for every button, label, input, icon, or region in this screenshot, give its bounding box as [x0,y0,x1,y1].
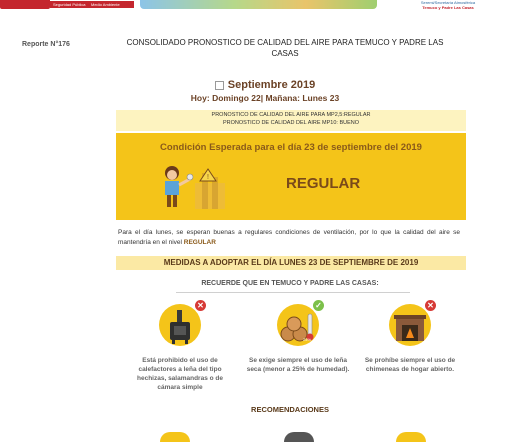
forecast-mp25: PRONOSTICO DE CALIDAD DEL AIRE PARA MP2,5:REGULAR [211,112,371,118]
gov-logo [0,0,50,9]
recommendation-icon [284,432,314,442]
report-number: Reporte N°176 [22,41,70,48]
report-title: CONSOLIDADO PRONOSTICO DE CALIDAD DEL AIRE PARA TEMUCO Y PADRE LAS CASAS [126,38,444,58]
recommendation-icon [160,432,190,442]
condition-title: Condición Esperada para el día 23 de septiembre del 2019 [160,142,422,153]
rule-caption-fireplace: Se prohíbe siempre el uso de chimeneas de hogar abierto. [364,357,456,373]
tomorrow-value: Lunes 23 [302,93,340,103]
child-illustration [150,163,228,213]
date-line [160,93,370,103]
stove-icon [166,310,194,344]
forecast-mp10: PRONOSTICO DE CALIDAD DEL AIRE MP10: BUENO [222,120,360,126]
forecast-paragraph [118,228,460,248]
fireplace-icon [394,311,426,343]
ministry-line-1: Seremi/Secretaría Atmosférica [420,0,476,5]
month-label: Septiembre 2019 [227,79,316,91]
rule-caption-wood: Se exige siempre el uso de leña seca (menor a 25% de humedad). [246,357,350,373]
allowed-icon: ✓ [313,300,324,311]
date-separator: | [260,93,266,103]
rule-dry-wood [268,300,328,348]
rule-caption-stove: Está prohibido el uso de calefactores a leña del tipo hechizas, salamandras o de cámara simple [137,357,223,391]
gov-label-security: Seguridad Pública [50,1,92,8]
section-divider [176,292,410,293]
paragraph-text: Para el día lunes, se esperan buenas a regulares condiciones de ventilación, por lo que la calidad del aire se mantendría en el nivel [118,229,460,246]
condition-panel [116,133,466,220]
prohibited-icon: ✕ [425,300,436,311]
today-value: Domingo 22 [212,93,261,103]
gov-label-environment: Medio Ambiente [88,1,134,8]
condition-value: REGULAR [286,175,361,192]
recommendation-icon [396,432,426,442]
measures-title: MEDIDAS A ADOPTAR EL DÍA LUNES 23 DE SEPTIEMBRE DE 2019 [116,256,466,270]
paragraph-level: REGULAR [183,239,216,246]
rule-fireplace [380,300,440,348]
prohibited-icon: ✕ [195,300,206,311]
forecast-box [116,110,466,131]
header-banner [140,0,377,9]
remember-title: RECUERDE QUE EN TEMUCO Y PADRE LAS CASAS: [201,280,379,287]
rule-stove [150,300,210,348]
month-heading [160,79,370,91]
ministry-line-2: Temuco y Padre Las Casas [422,5,474,10]
firewood-icon [278,312,318,342]
today-label: Hoy: [190,93,210,103]
moisture-label: 25% [303,337,312,342]
tomorrow-label: Mañana: [265,93,300,103]
ministry-logo [418,0,478,10]
calendar-icon [215,81,224,90]
svg-text:!: ! [207,174,209,181]
recommendations-title: RECOMENDACIONES [251,405,329,414]
